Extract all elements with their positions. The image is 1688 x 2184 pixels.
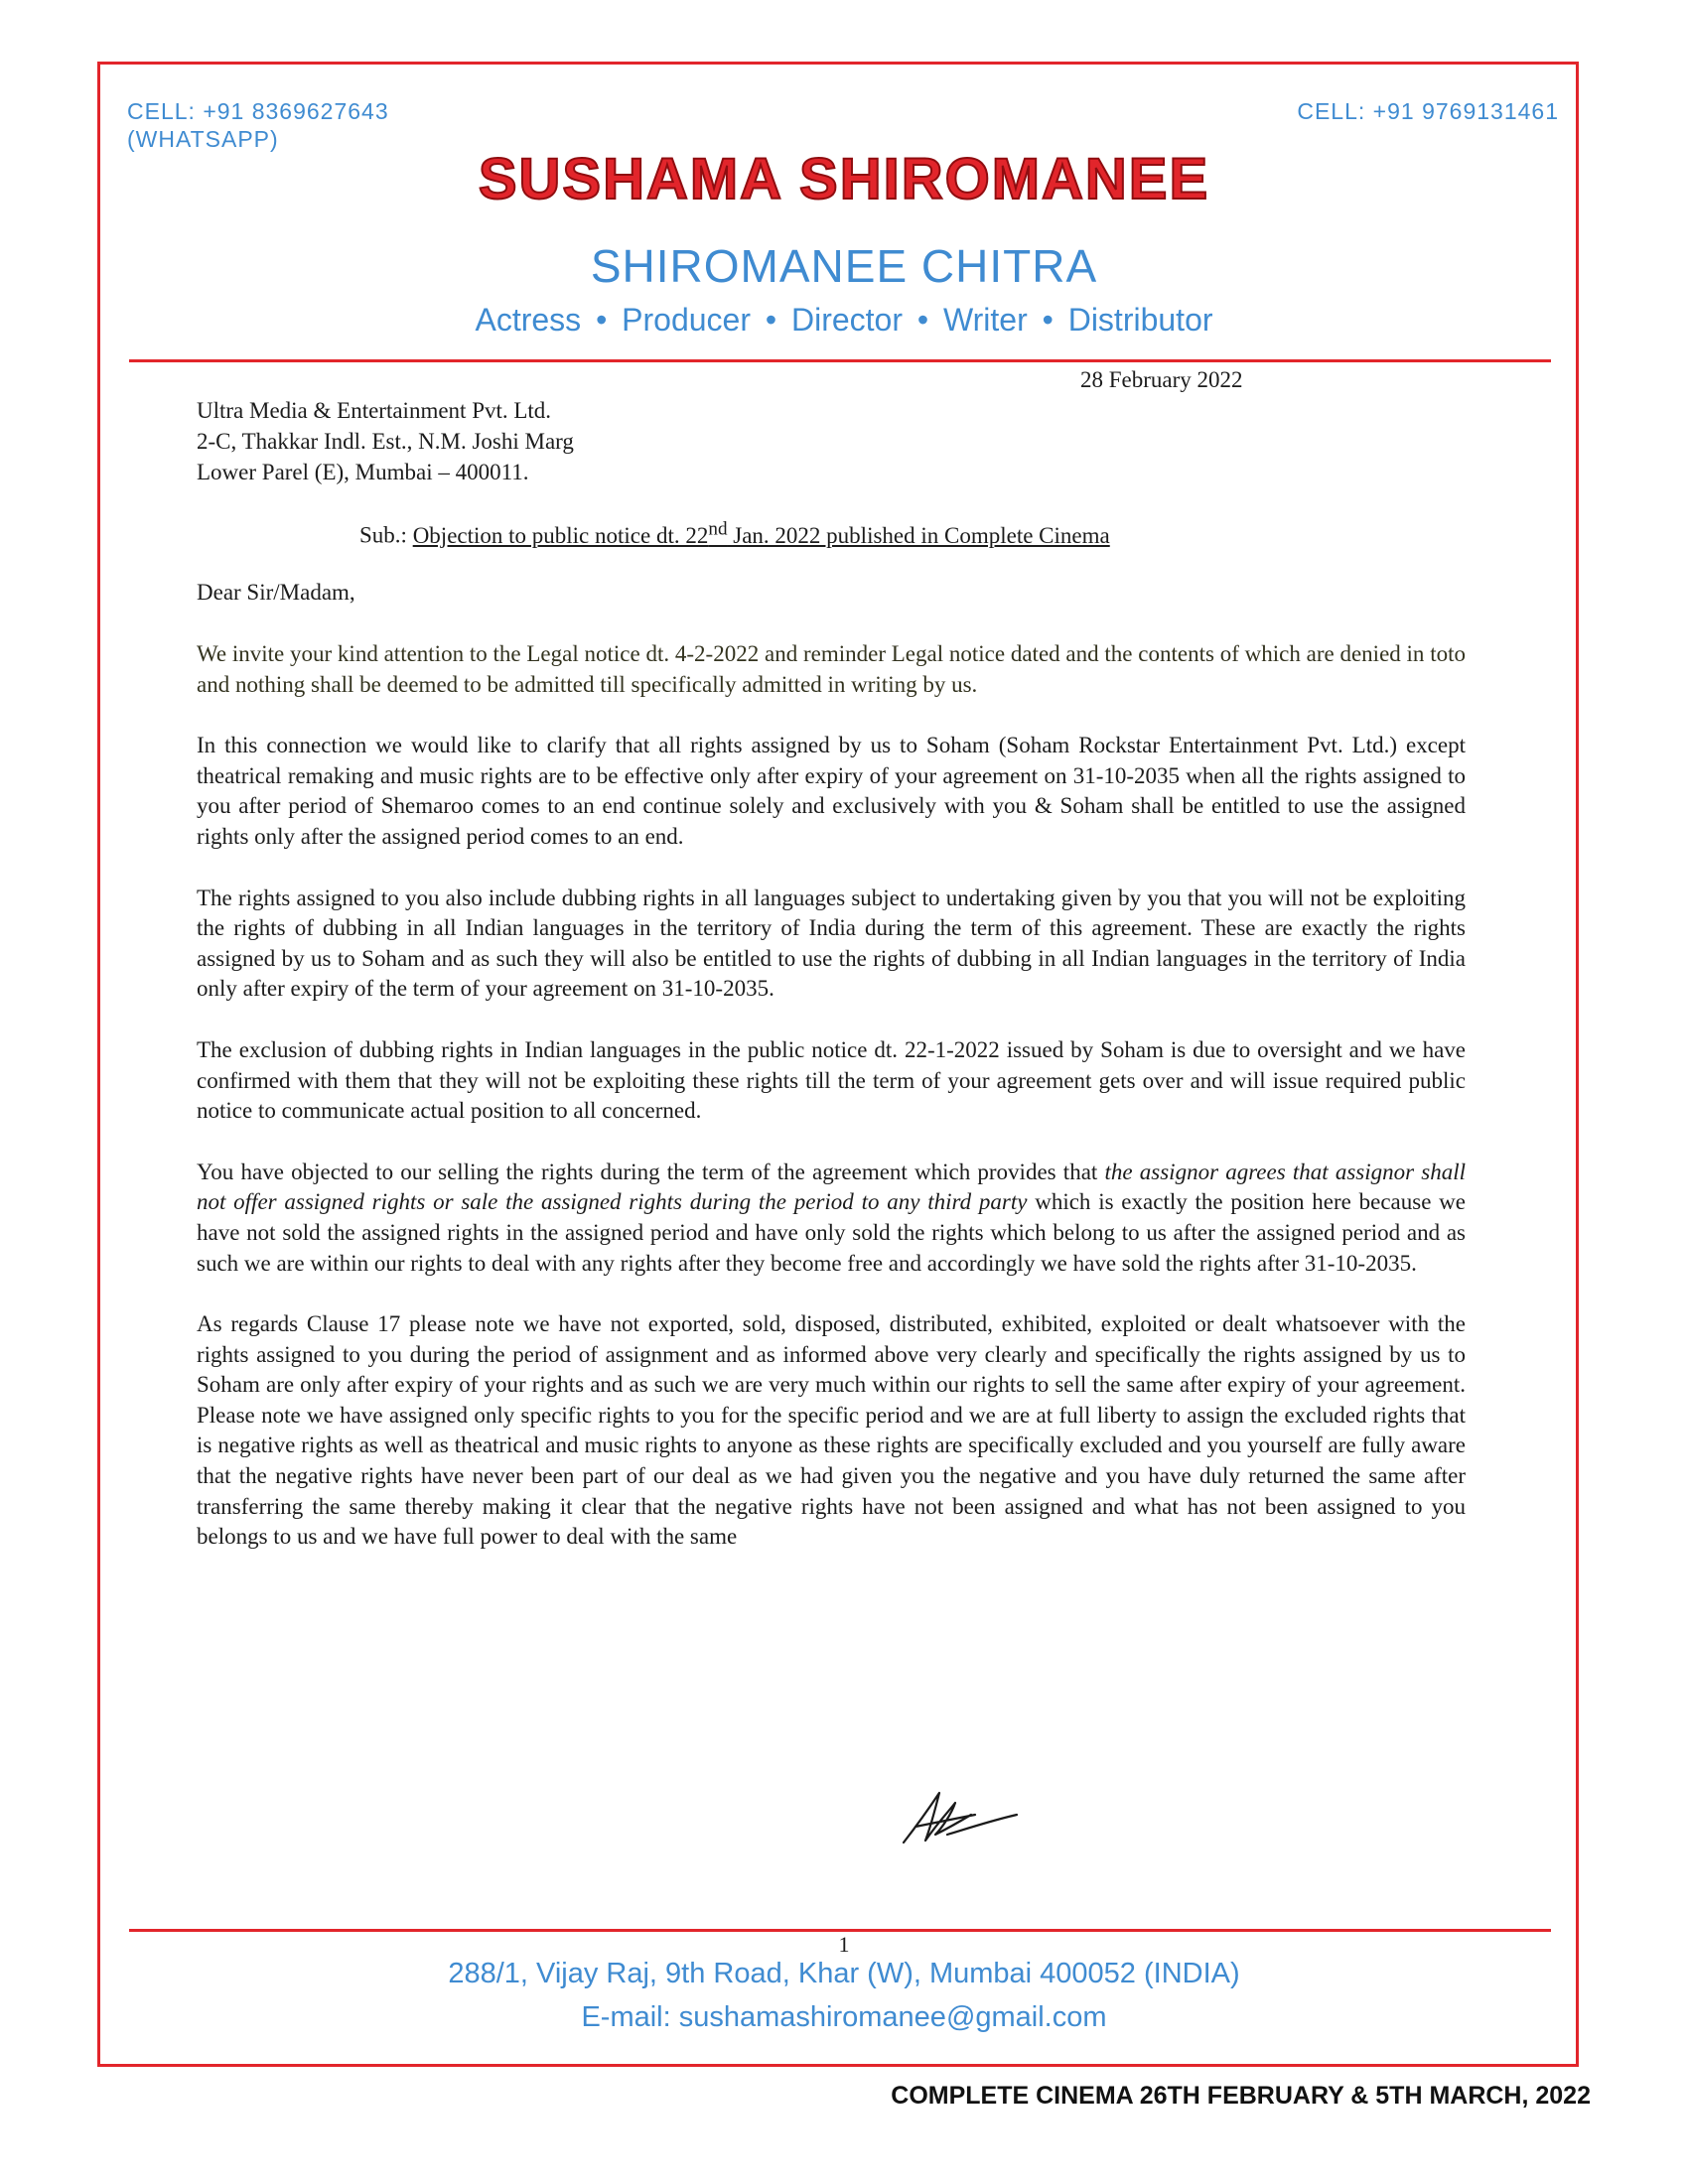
publication-caption: COMPLETE CINEMA 26TH FEBRUARY & 5TH MARCH, 2022 xyxy=(891,2082,1591,2110)
subject-line xyxy=(359,514,1110,551)
roles-line xyxy=(0,300,1688,340)
role-producer: Producer xyxy=(622,302,751,338)
subject-text-end: Jan. 2022 published in Complete Cinema xyxy=(727,522,1110,548)
paragraph-text: which is exactly the position here because we have not sold the assigned rights in the assigned period and have only sold the rights which belong to us after the assigned period and as such we are within our rights to deal with any rights after they become free and accordingly we have sold the rights after 31-10-2035. xyxy=(197,1189,1466,1276)
role-separator: • xyxy=(596,302,608,338)
recipient-line: 2-C, Thakkar Indl. Est., N.M. Joshi Marg xyxy=(197,429,574,454)
subject-label: Sub.: xyxy=(359,522,407,548)
footer-address: 288/1, Vijay Raj, 9th Road, Khar (W), Mumbai 400052 (INDIA) xyxy=(448,1958,1240,1989)
body-paragraph: The rights assigned to you also include dubbing rights in all languages subject to undertaking given by you that you will not be exploiting the rights of dubbing in all Indian languages in the territory of India during the term of this agreement. These are exactly the rights assigned by us to Soham and as such they will also be entitled to use the rights of dubbing in all Indian languages in the territory of India only after expiry of the term of your agreement on 31-10-2035. xyxy=(197,885,1466,1002)
letter-body xyxy=(197,639,1466,1583)
cell-number-right: CELL: +91 9769131461 xyxy=(1297,98,1559,124)
subject-superscript: nd xyxy=(708,518,728,539)
role-writer: Writer xyxy=(942,302,1028,338)
cell-number-left: CELL: +91 8369627643 xyxy=(127,98,389,124)
footer-email: E-mail: sushamashiromanee@gmail.com xyxy=(581,2001,1107,2033)
body-paragraph: As regards Clause 17 please note we have not exported, sold, disposed, distributed, exhibited, exploited or dealt whatsoever with the rights assigned to you during the period of assignment and as informed above very clearly and specifically the rights assigned by us to Soham are only after expiry of your rights and as such we are very much within our rights to sell the same after expiry of your agreement. Please note we have assigned only specific rights to you for the specific period and we are at full liberty to assign the excluded rights that is negative rights as well as theatrical and music rights to anyone as these rights are specifically excluded and you yourself are fully aware that the negative rights have never been part of our deal as we had given you the negative and you have duly returned the same after transferring the same thereby making it clear that the negative rights have not been assigned and what has not been assigned to you belongs to us and we have full power to deal with the same xyxy=(197,1311,1466,1550)
role-separator: • xyxy=(916,302,929,338)
paragraph-text: You have objected to our selling the rights during the term of the agreement which provides that xyxy=(197,1159,1105,1184)
handwritten-signature xyxy=(896,1785,1025,1850)
body-paragraph: We invite your kind attention to the Legal notice dt. 4-2-2022 and reminder Legal notice dated and the contents of which are denied in toto and nothing shall be deemed to be admitted till specifically admitted in writing by us. xyxy=(197,641,1466,697)
subject-text-start: Objection to public notice dt. 22 xyxy=(412,522,709,548)
role-director: Director xyxy=(790,302,903,338)
role-separator: • xyxy=(1042,302,1054,338)
body-paragraph: The exclusion of dubbing rights in Indian languages in the public notice dt. 22-1-2022 issued by Soham is due to oversight and we have confirmed with them that they will not be exploiting these rights till the term of your agreement gets over and will issue required public notice to communicate actual position to all concerned. xyxy=(197,1036,1466,1124)
company-name: SHIROMANEE CHITRA xyxy=(590,240,1098,292)
quoted-clause: the assignor agrees that assignor shall not offer assigned rights or sale the assigned rights during the period to any third party xyxy=(197,1159,1466,1215)
letter-date: 28 February 2022 xyxy=(1080,367,1243,392)
role-actress: Actress xyxy=(475,302,582,338)
page-number: 1 xyxy=(838,1932,850,1957)
subject-text xyxy=(412,518,1110,548)
header-divider xyxy=(129,359,1551,362)
letterhead-name: SUSHAMA SHIROMANEE xyxy=(478,147,1210,211)
body-paragraph: In this connection we would like to clarify that all rights assigned by us to Soham (Soham Rockstar Entertainment Pvt. Ltd.) except theatrical remaking and music rights are to be effective only after expiry of your agreement on 31-10-2035 when all the rights assigned to you after period of Shemaroo comes to an end continue solely and exclusively with you & Soham shall be entitled to use the assigned rights only after the assigned period comes to an end. xyxy=(197,733,1466,849)
body-paragraph xyxy=(197,1158,1466,1279)
salutation: Dear Sir/Madam, xyxy=(197,580,355,605)
whatsapp-label: (WHATSAPP) xyxy=(127,126,279,152)
recipient-address xyxy=(197,395,574,487)
recipient-line: Lower Parel (E), Mumbai – 400011. xyxy=(197,460,529,484)
recipient-line: Ultra Media & Entertainment Pvt. Ltd. xyxy=(197,398,552,423)
role-separator: • xyxy=(765,302,777,338)
role-distributor: Distributor xyxy=(1067,302,1213,338)
